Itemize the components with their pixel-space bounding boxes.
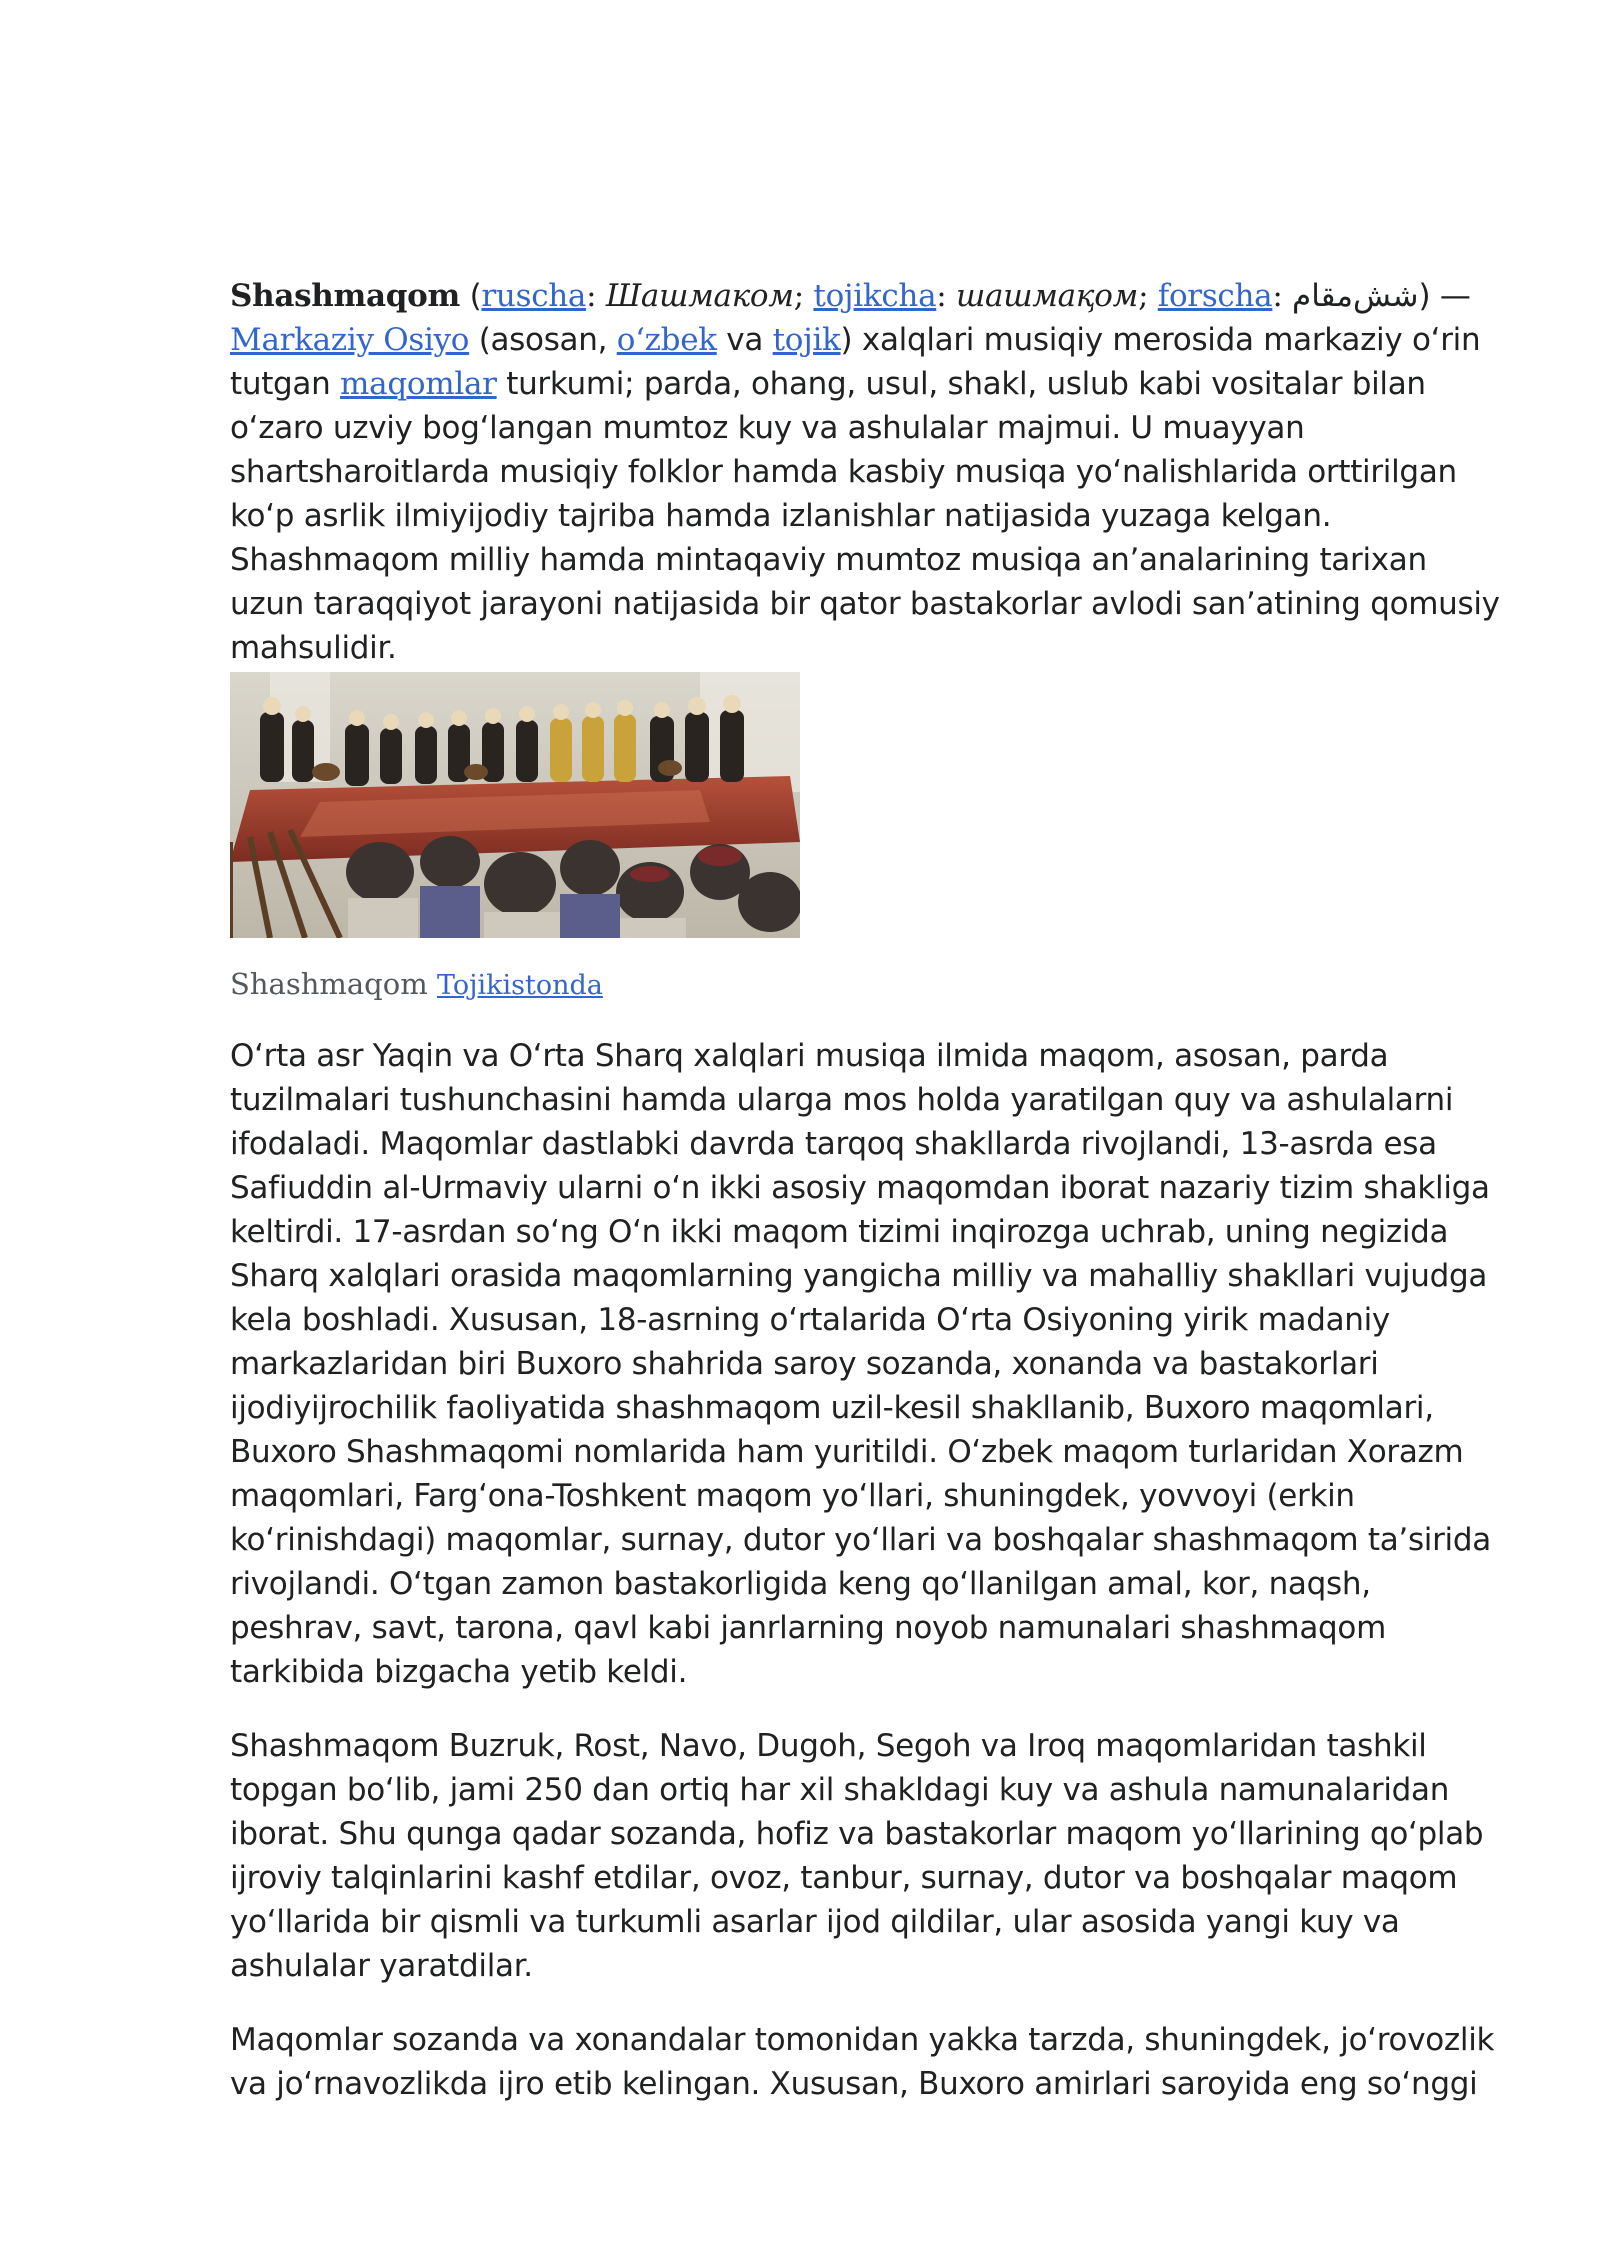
link-tojik[interactable]: tojik [772, 322, 841, 358]
persian-term: شش‌مقام [1292, 278, 1419, 314]
tajik-term: шашмақом [955, 278, 1139, 314]
link-tojikcha[interactable]: tojikcha [813, 278, 937, 314]
link-forscha[interactable]: forscha [1157, 278, 1273, 314]
link-maqomlar[interactable]: maqomlar [340, 366, 497, 402]
link-tojikistonda[interactable]: Tojikistonda [436, 970, 603, 1001]
figure [230, 672, 1500, 1006]
shashmaqom-ensemble-photo[interactable] [230, 672, 800, 938]
link-ozbek[interactable]: oʻzbek [616, 322, 717, 358]
paragraph-structure: Shashmaqom Buzruk, Rost, Navo, Dugoh, Segoh va Iroq maqomlaridan tashkil topgan boʻlib, jami 250 dan ortiq har xil shakldagi kuy va ashula namunalaridan iborat. Shu qunga qadar sozanda, hofiz va bastakorlar maqom yoʻllarining qoʻplab ijroviy talqinlarini kashf etdilar, ovoz, tanbur, surnay, dutor va boshqalar maqom yoʻllarida bir qismli va turkumli asarlar ijod qildilar, ular asosida yangi kuy va ashulalar yaratdilar. [230, 1728, 1484, 1984]
russian-term: Шашмаком [605, 278, 794, 314]
paragraph-history: Oʻrta asr Yaqin va Oʻrta Sharq xalqlari musiqa ilmida maqom, asosan, parda tuzilmalari tushunchasini hamda ularga mos holda yaratilgan quy va ashulalarni ifodaladi. Maqomlar dastlabki davrda tarqoq shakllarda rivojlandi, 13-asrda esa Safiuddin al-Urmaviy ularni oʻn ikki asosiy maqomdan iborat nazariy tizim shakliga keltirdi. 17-asrdan soʻng Oʻn ikki maqom tizimi inqirozga uchrab, uning negizida Sharq xalqlari orasida maqomlarning yangicha milliy va mahalliy shakllari vujudga kela boshladi. Xususan, 18-asrning oʻrtalarida Oʻrta Osiyoning yirik madaniy markazlaridan biri Buxoro shahrida saroy sozanda, xonanda va bastakorlari ijodiyijrochilik faoliyatida shashmaqom uzil-kesil shakllanib, Buxoro maqomlari, Buxoro Shashmaqomi nomlarida ham yuritildi. Oʻzbek maqom turlaridan Xorazm maqomlari, Fargʻona-Toshkent maqom yoʻllari, shuningdek, yovvoyi (erkin koʻrinishdagi) maqomlar, surnay, dutor yoʻllari va boshqalar shashmaqom taʼsirida rivojlandi. Oʻtgan zamon bastakorligida keng qoʻllanilgan amal, kor, naqsh, peshrav, savt, tarona, qavl kabi janrlarning noyob namunalari shashmaqom tarkibida bizgacha yetib keldi. [230, 1038, 1491, 1690]
intro-paragraph: Shashmaqom (ruscha: Шашмаком; tojikcha: шашмақом; forscha: شش‌مقام) — Markaziy Osiyo (asosan, oʻzbek va tojik) xalqlari musiqiy merosida markaziy oʻrin tutgan maqomlar turkumi; parda, ohang, usul, shakl, uslub kabi vositalar bilan oʻzaro uzviy bogʻlangan mumtoz kuy va ashulalar majmui. U muayyan shartsharoitlarda musiqiy folklor hamda kasbiy musiqa yoʻnalishlarida orttirilgan koʻp asrlik ilmiyijodiy tajriba hamda izlanishlar natijasida yuzaga kelgan. Shashmaqom milliy hamda mintaqaviy mumtoz musiqa anʼanalarining tarixan uzun taraqqiyot jarayoni natijasida bir qator bastakorlar avlodi sanʼatining qomusiy mahsulidir. [230, 278, 1500, 666]
paragraph-performance: Maqomlar sozanda va xonandalar tomonidan yakka tarzda, shuningdek, joʻrovozlik va joʻrnavozlikda ijro etib kelingan. Xususan, Buxoro amirlari saroyida eng soʻnggi [230, 2022, 1495, 2102]
figure-caption: Shashmaqom Tojikistonda [230, 967, 603, 1001]
link-ruscha[interactable]: ruscha [481, 278, 587, 314]
article-title: Shashmaqom [230, 278, 461, 314]
article-body [230, 274, 1500, 2106]
link-markaziy-osiyo[interactable]: Markaziy Osiyo [230, 322, 470, 358]
